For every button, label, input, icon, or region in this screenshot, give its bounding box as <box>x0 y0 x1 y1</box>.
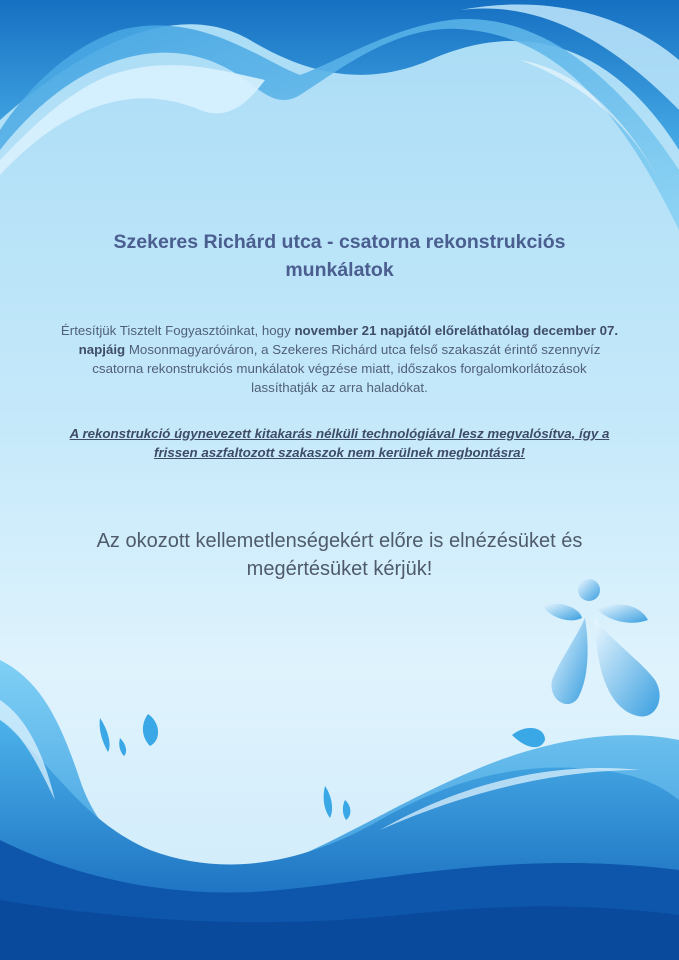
technology-note: A rekonstrukció úgynevezett kitakarás nélküli technológiával lesz megvalósítva, így a frissen aszfaltozott szakaszok nem kerülnek megbontásra! <box>69 426 610 460</box>
notice-text-end: Mosonmagyaróváron, a Szekeres Richárd utca felső szakaszát érintő szennyvíz csatorna rekonstrukciós munkálatok végzése miatt, időszakos forgalomkorlátozások lassíthatják az arra haladókat. <box>92 342 601 395</box>
notice-date-range: november 21 napjától előreláthatólag december 07. napjáig <box>78 323 619 357</box>
notice-text-start: Értesítjük Tisztelt Fogyasztóinkat, hogy <box>60 323 295 338</box>
notice-paragraph <box>60 321 619 397</box>
apology-message: Az okozott kellemetlenségekért előre is elnézésüket és megértésüket kérjük! <box>96 530 583 580</box>
page-title: Szekeres Richárd utca - csatorna rekonstrukciós munkálatok <box>113 231 566 281</box>
